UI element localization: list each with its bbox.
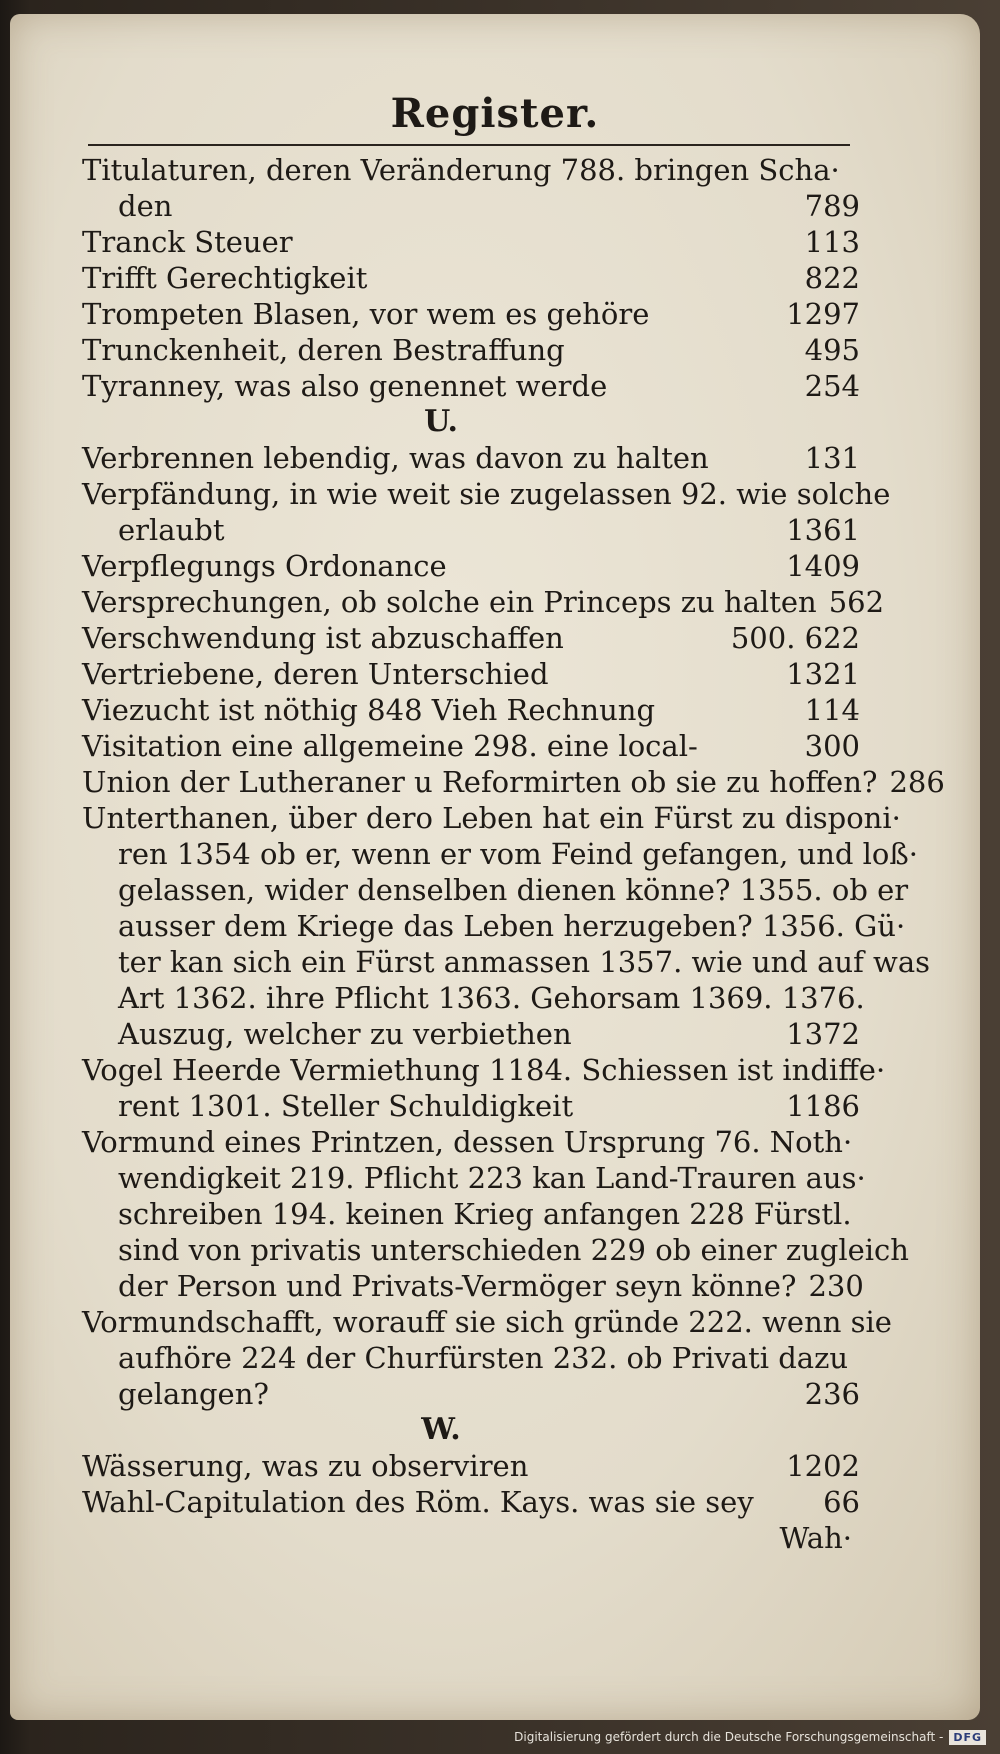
entry-line: aufhöre 224 der Churfürsten 232. ob Privati dazu bbox=[118, 1341, 849, 1375]
footer-text: Digitalisierung gefördert durch die Deutsche Forschungsgemeinschaft - bbox=[514, 1730, 944, 1744]
entry-text: Versprechungen, ob solche ein Princeps zu halten bbox=[82, 585, 817, 619]
entry-text: erlaubt bbox=[118, 513, 225, 547]
entry-text: Auszug, welcher zu verbiethen bbox=[118, 1017, 572, 1051]
entry-text: der Person und Privats-Vermöger seyn könne? bbox=[118, 1269, 797, 1303]
entry-text: gelangen? bbox=[118, 1377, 269, 1411]
digitization-footer bbox=[514, 1726, 986, 1748]
entry-text: Verschwendung ist abzuschaffen bbox=[82, 621, 564, 655]
register-entry bbox=[82, 548, 860, 584]
entry-line: ren 1354 ob er, wenn er vom Feind gefangen, und loß· bbox=[118, 837, 918, 871]
entry-text: Wässerung, was zu observiren bbox=[82, 1449, 529, 1483]
header-rule bbox=[88, 144, 850, 146]
entry-page: 131 bbox=[804, 441, 860, 475]
register-entry bbox=[82, 332, 860, 368]
register-entry bbox=[82, 656, 860, 692]
entry-line: wendigkeit 219. Pflicht 223 kan Land-Trauren aus· bbox=[118, 1161, 866, 1195]
entry-page: 114 bbox=[804, 693, 860, 727]
letter-heading-w: W. bbox=[421, 1412, 461, 1447]
catchword: Wah· bbox=[779, 1521, 852, 1555]
register-entry bbox=[82, 728, 860, 764]
book-page bbox=[10, 14, 980, 1720]
entry-text: rent 1301. Steller Schuldigkeit bbox=[118, 1089, 574, 1123]
entry-text: Trunckenheit, deren Bestraffung bbox=[82, 333, 565, 367]
entry-text: den bbox=[118, 189, 173, 223]
entry-vogel-end bbox=[82, 1088, 860, 1124]
entry-text: Titulaturen, deren Veränderung 788. bringen Scha· bbox=[82, 153, 840, 187]
entry-line: ausser dem Kriege das Leben herzugeben? 1356. Gü· bbox=[118, 909, 906, 943]
entry-page: 1361 bbox=[786, 513, 860, 547]
register-entry bbox=[82, 692, 860, 728]
section-w bbox=[82, 1448, 860, 1520]
entry-page: 1297 bbox=[786, 297, 860, 331]
page-title: Register. bbox=[390, 90, 600, 137]
entry-vormundschafft bbox=[82, 1304, 892, 1376]
register-entry bbox=[82, 764, 945, 800]
entry-line: schreiben 194. keinen Krieg anfangen 228 Fürstl. bbox=[118, 1197, 852, 1231]
register-entry bbox=[82, 512, 860, 548]
entry-text: Verbrennen lebendig, was davon zu halten bbox=[82, 441, 709, 475]
entry-text: Verpflegungs Ordonance bbox=[82, 549, 447, 583]
register-content bbox=[82, 152, 945, 1556]
entry-text: Trompeten Blasen, vor wem es gehöre bbox=[82, 297, 650, 331]
entry-vormund bbox=[82, 1124, 909, 1268]
entry-line: Unterthanen, über dero Leben hat ein Fürst zu disponi· bbox=[82, 801, 901, 835]
entry-line: gelassen, wider denselben dienen könne? 1355. ob er bbox=[118, 873, 909, 907]
entry-page: 1409 bbox=[786, 549, 860, 583]
entry-page: 1321 bbox=[786, 657, 860, 691]
entry-page: 254 bbox=[804, 369, 860, 403]
entry-unterthanen bbox=[82, 800, 931, 1016]
register-entry bbox=[82, 440, 860, 476]
register-entry bbox=[82, 296, 860, 332]
entry-vormundschafft-end bbox=[82, 1376, 860, 1412]
entry-line: Vormundschafft, worauff sie sich gründe 222. wenn sie bbox=[82, 1305, 892, 1339]
register-entry bbox=[82, 584, 885, 620]
entry-auszug bbox=[82, 1016, 860, 1052]
entry-line: Art 1362. ihre Pflicht 1363. Gehorsam 1369. 1376. bbox=[118, 981, 865, 1015]
letter-heading-u: U. bbox=[424, 404, 458, 439]
register-entry bbox=[82, 368, 860, 404]
entry-text: Wahl-Capitulation des Röm. Kays. was sie sey bbox=[82, 1485, 754, 1519]
register-entry bbox=[82, 476, 891, 512]
entry-text: Tyranney, was also genennet werde bbox=[82, 369, 608, 403]
entry-line: Vormund eines Printzen, dessen Ursprung 76. Noth· bbox=[82, 1125, 853, 1159]
entry-page: 113 bbox=[804, 225, 860, 259]
entry-page: 230 bbox=[808, 1269, 864, 1303]
section-t bbox=[82, 152, 860, 404]
register-entry bbox=[82, 188, 860, 224]
entry-page: 789 bbox=[804, 189, 860, 223]
entry-text: Verpfändung, in wie weit sie zugelassen 92. wie solche bbox=[82, 477, 891, 511]
entry-page: 300 bbox=[804, 729, 860, 763]
register-entry bbox=[82, 620, 860, 656]
entry-page: 286 bbox=[889, 765, 945, 799]
entry-page: 562 bbox=[828, 585, 885, 619]
register-entry bbox=[82, 224, 860, 260]
entry-text: Tranck Steuer bbox=[82, 225, 293, 259]
entry-line: ter kan sich ein Fürst anmassen 1357. wie und auf was bbox=[118, 945, 931, 979]
entry-text: Union der Lutheraner u Reformirten ob sie zu hoffen? bbox=[82, 765, 878, 799]
entry-text: Vertriebene, deren Unterschied bbox=[82, 657, 549, 691]
entry-page: 1202 bbox=[786, 1449, 860, 1483]
register-entry bbox=[82, 260, 860, 296]
entry-page: 236 bbox=[804, 1377, 860, 1411]
entry-text: Viezucht ist nöthig 848 Vieh Rechnung bbox=[82, 693, 656, 727]
entry-text: Trifft Gerechtigkeit bbox=[82, 261, 368, 295]
register-entry bbox=[82, 1484, 860, 1520]
entry-page: 495 bbox=[804, 333, 860, 367]
register-entry bbox=[82, 152, 860, 188]
register-entry bbox=[82, 1448, 860, 1484]
entry-vogel bbox=[82, 1052, 886, 1088]
dfg-logo: DFG bbox=[949, 1730, 986, 1745]
entry-line: Vogel Heerde Vermiethung 1184. Schiessen ist indiffe· bbox=[82, 1053, 886, 1087]
entry-vormund-end bbox=[82, 1268, 864, 1304]
section-u bbox=[82, 440, 945, 800]
entry-page: 66 bbox=[823, 1485, 860, 1519]
entry-page: 822 bbox=[804, 261, 860, 295]
entry-page: 1372 bbox=[786, 1017, 860, 1051]
entry-page: 500. 622 bbox=[730, 621, 860, 655]
entry-text: Visitation eine allgemeine 298. eine local- bbox=[82, 729, 698, 763]
entry-page: 1186 bbox=[786, 1089, 860, 1123]
entry-line: sind von privatis unterschieden 229 ob einer zugleich bbox=[118, 1233, 909, 1267]
